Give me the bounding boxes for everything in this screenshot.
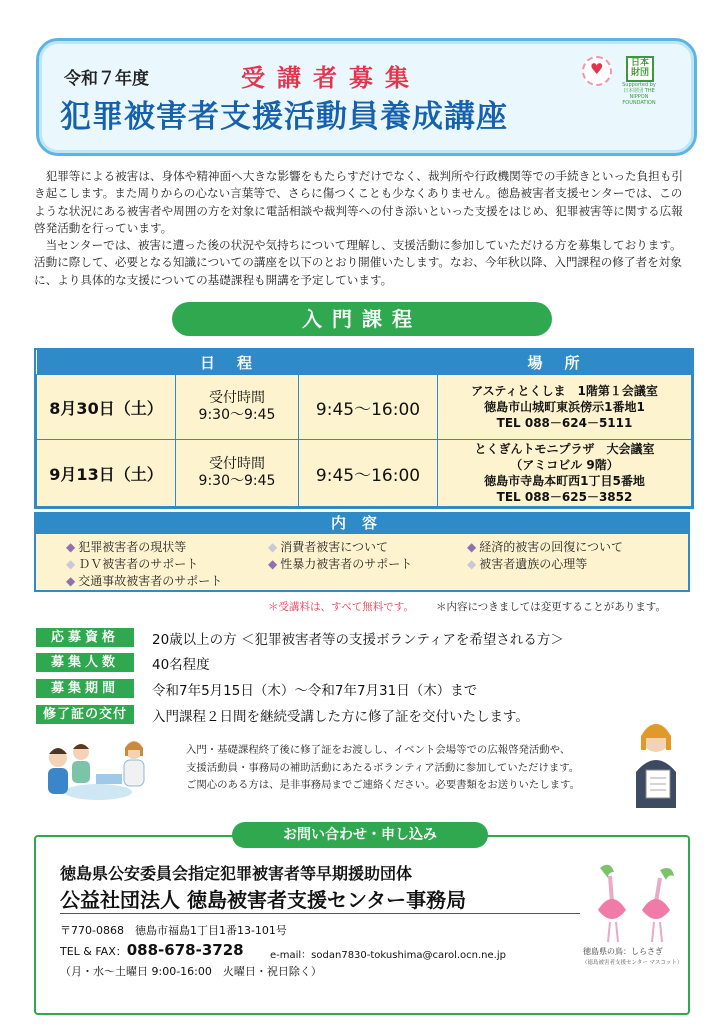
- venue-address: 徳島市寺島本町西1丁目5番地: [484, 474, 645, 488]
- schedule-table: [34, 348, 694, 509]
- venue-address: 徳島市山城町東浜傍示1番地1: [484, 400, 645, 414]
- venue-name: アスティとくしま 1階第１会議室: [471, 384, 658, 398]
- venue-tel: TEL 088－624－5111: [496, 416, 633, 430]
- venue-sub: （アミコビル 9階）: [510, 458, 619, 472]
- venue-tel: TEL 088－625－3852: [496, 490, 633, 504]
- fee-note: ＊受講料は、すべて無料です。: [268, 601, 414, 613]
- reception-label: 受付時間: [209, 390, 265, 406]
- org-name: 公益社団法人 徳島被害者支援センター事務局: [60, 888, 467, 912]
- table-row: [37, 440, 692, 507]
- schedule-header-date: 日程: [37, 350, 438, 375]
- change-note: ＊内容につきましては変更することがあります。: [436, 601, 666, 613]
- diamond-icon: ◆: [66, 557, 76, 571]
- info-label-capacity: 募集人数: [36, 653, 134, 672]
- foundation-caption: Supported by 日本財団 THE NIPPON FOUNDATION: [622, 82, 656, 106]
- contact-address: 〒770-0868 徳島市福島1丁目1番13-101号: [60, 924, 287, 937]
- session-date: 8月30日（土）: [37, 375, 176, 440]
- list-item-label: 経済的被害の回復について: [479, 540, 623, 554]
- intro-paragraph: 当センターでは、被害に遭った後の状況や気持ちについて理解し、支援活動に参加していただける方を募集しております。活動に際して、必要となる知識についての講座を以下のとおり開催いたします。なお、今年秋以降、入門課程の修了者を対象に、より具体的な支援についての基礎課程も開講を予定しています。: [34, 238, 682, 287]
- office-hours: （月・水～土曜日 9:00-16:00 火曜日・祝日除く）: [60, 965, 322, 978]
- mascot-caption: 徳島県の鳥：しらさぎ: [583, 947, 663, 956]
- list-item-label: 消費者被害について: [280, 540, 388, 554]
- list-item: [268, 538, 388, 555]
- info-value-eligibility: 20歳以上の方 ＜犯罪被害者等の支援ボランティアを希望される方＞: [152, 632, 564, 648]
- diamond-icon: ◆: [467, 540, 477, 554]
- list-item: [268, 555, 412, 572]
- info-value-period: 令和7年5月15日（木）～令和7年7月31日（木）まで: [152, 683, 478, 699]
- foundation-logo-mark: 日本財団: [626, 56, 654, 82]
- contact-phone: [60, 941, 244, 959]
- session-time: 9:45～16:00: [299, 375, 438, 440]
- diamond-icon: ◆: [66, 540, 76, 554]
- nippon-foundation-logo: [622, 56, 656, 106]
- list-item: [467, 538, 623, 555]
- heart-logo-icon: [582, 56, 612, 86]
- info-label-period: 募集期間: [36, 679, 134, 698]
- session-date: 9月13日（土）: [37, 440, 176, 507]
- divider: [60, 913, 580, 914]
- info-label-certificate: 修了証の交付: [36, 705, 134, 724]
- followup-text: [186, 742, 616, 795]
- list-item-label: 性暴力被害者のサポート: [280, 557, 413, 571]
- list-item-label: 交通事故被害者のサポート: [78, 574, 223, 588]
- followup-line: ご関心のある方は、是非事務局までご連絡ください。必要書類をお送りいたします。: [186, 779, 581, 791]
- intro-text: [34, 168, 688, 289]
- list-item: [467, 555, 587, 572]
- table-row: [37, 375, 692, 440]
- egret-mascot-illustration: [590, 862, 680, 944]
- tel-label: TEL & FAX：: [60, 945, 127, 958]
- reception-time: 9:30～9:45: [198, 407, 276, 423]
- reception-cell: [176, 375, 299, 440]
- tel-number[interactable]: 088-678-3728: [126, 941, 244, 959]
- venue-cell: [438, 440, 692, 507]
- followup-line: 支援活動員・事務局の補助活動にあたるボランティア活動に参加していただけます。: [186, 761, 580, 774]
- list-item: [66, 555, 198, 572]
- people-meeting-illustration: [36, 730, 166, 815]
- woman-with-document-illustration: [622, 712, 692, 812]
- reception-cell: [176, 440, 299, 507]
- contents-header: 内容: [34, 512, 690, 534]
- info-value-certificate: 入門課程２日間を継続受講した方に修了証を交付いたします。: [152, 709, 529, 725]
- venue-name: とくぎんトモニプラザ 大会議室: [474, 442, 655, 456]
- diamond-icon: ◆: [268, 557, 278, 571]
- list-item: [66, 572, 222, 589]
- recruit-heading: 受講者募集: [241, 64, 421, 92]
- info-label-eligibility: 応募資格: [36, 628, 134, 647]
- diamond-icon: ◆: [66, 574, 76, 588]
- org-designation: 徳島県公安委員会指定犯罪被害者等早期援助団体: [60, 864, 413, 883]
- fiscal-year: 令和７年度: [64, 69, 149, 89]
- info-value-capacity: 40名程度: [152, 657, 210, 673]
- mascot-subcaption: （徳島被害者支援センター マスコット）: [582, 960, 683, 966]
- list-item: [66, 538, 186, 555]
- diamond-icon: ◆: [268, 540, 278, 554]
- page-title: 犯罪被害者支援活動員養成講座: [60, 99, 508, 135]
- session-time: 9:45～16:00: [299, 440, 438, 507]
- list-item-label: ＤＶ被害者のサポート: [78, 557, 199, 571]
- contact-heading: お問い合わせ・申し込み: [232, 822, 488, 848]
- list-item-label: 犯罪被害者の現状等: [78, 540, 187, 554]
- followup-line: 入門・基礎課程終了後に修了証をお渡しし、イベント会場等での広報啓発活動や、: [186, 744, 571, 756]
- reception-time: 9:30～9:45: [198, 473, 276, 489]
- intro-paragraph: 犯罪等による被害は、身体や精神面へ大きな影響をもたらすだけでなく、裁判所や行政機関等での手続きといった負担も引き起こします。また周りからの心ない言葉等で、さらに傷つくことも少なくありません。徳島被害者支援センターでは、このような状況にある被害者や周囲の方を対象に電話相談や裁判等への付き添いといった支援をはじめ、犯罪被害等に関する広報啓発活動を行っています。: [34, 169, 684, 235]
- venue-cell: [438, 375, 692, 440]
- contact-email[interactable]: e-mail：sodan7830-tokushima@carol.ocn.ne.jp: [270, 950, 506, 961]
- section-title: 入門課程: [172, 302, 552, 336]
- list-item-label: 被害者遺族の心理等: [479, 557, 588, 571]
- diamond-icon: ◆: [467, 557, 477, 571]
- reception-label: 受付時間: [209, 456, 265, 472]
- schedule-header-place: 場所: [438, 350, 692, 375]
